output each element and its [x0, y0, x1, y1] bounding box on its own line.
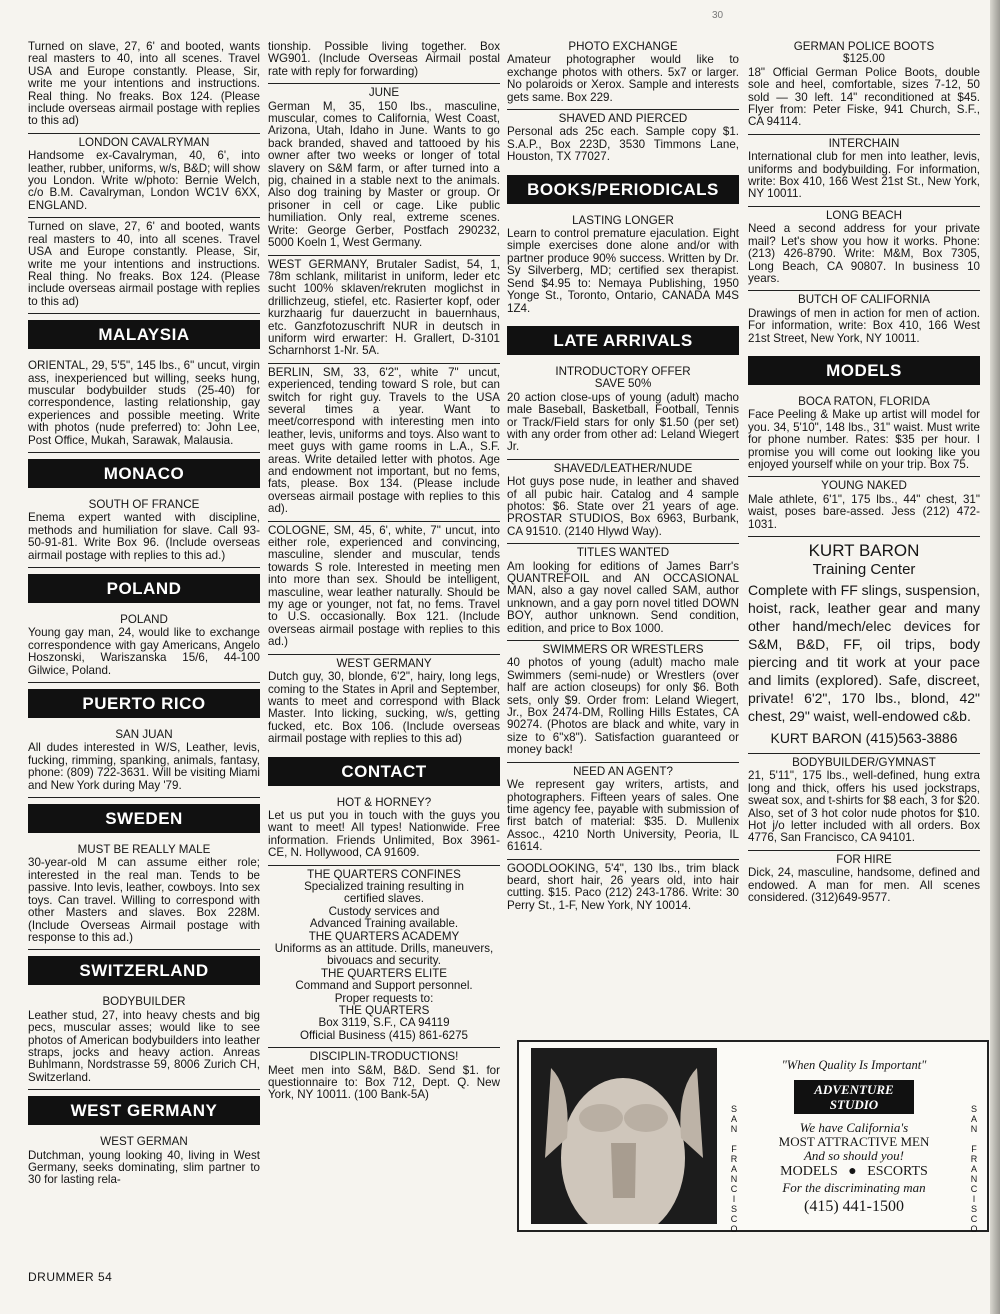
quarters-line: Command and Support personnel.	[295, 979, 473, 993]
side-text-left	[727, 1104, 741, 1234]
classified-ad	[268, 655, 500, 751]
ad-body: tionship. Possible living together. Box WG901. (Include Overseas Airmail postal rate with reply for forwarding)	[268, 40, 500, 78]
quarters-line: Proper requests to:	[334, 991, 434, 1005]
classified-ad	[748, 38, 980, 135]
ad-body: Dutch guy, 30, blonde, 6'2", hairy, long legs, coming to the States in April and September, wants to meet and correspond with Black Master. Into licking, sucking, w/s, getting fucked, etc. Box 106. (Include overseas airmail postage with replies to this ad)	[268, 670, 500, 746]
ad-body: 18" Official German Police Boots, double sole and heel, comfortable, sizes 7-12, 50 sold — 30 left. 14" reconditioned at $45. Flyer from: Peter Fiske, 941 Church, S.F., CA 94114.	[748, 65, 980, 129]
classified-ad	[28, 841, 260, 950]
classified-ad	[748, 291, 980, 350]
section-header: MODELS	[748, 356, 980, 385]
column-4	[748, 38, 980, 909]
ad-heading: WEST GERMAN	[100, 1135, 188, 1149]
classified-ad	[28, 357, 260, 453]
classified-ad	[28, 218, 260, 314]
ad-body: Personal ads 25c each. Sample copy $1. S.A.P., Box 223D, 3530 Timmons Lane, Houston, TX 77027.	[507, 125, 739, 164]
quarters-line: THE QUARTERS ACADEMY	[308, 929, 460, 943]
classified-ad	[748, 135, 980, 207]
classified-ad	[507, 38, 739, 110]
ad-heading: FOR HIRE	[836, 852, 892, 866]
ad-body: 21, 5'11", 175 lbs., well-defined, hung extra long and thick, offers his used jockstraps, sweat sox, and t-shirts for $8 each, 3 for $20. Also, set of 3 hot color nude photos for $10. Hot j/o letter included with all orders. Box 4776, San Francisco, CA 94101.	[748, 769, 980, 845]
ad-heading: PHOTO EXCHANGE	[568, 40, 678, 53]
kurt-phone: KURT BARON (415)563-3886	[770, 730, 958, 746]
ad-heading: HOT & HORNEY?	[336, 795, 432, 809]
promo-line-5: For the discriminating man	[782, 1180, 926, 1195]
classified-ad	[748, 393, 980, 477]
ad-heading: MUST BE REALLY MALE	[77, 843, 211, 857]
kurt-title: KURT BARON	[808, 541, 920, 560]
ad-heading: POLAND	[120, 613, 168, 626]
classified-ad	[507, 763, 739, 860]
ad-body: ORIENTAL, 29, 5'5", 145 lbs., 6" uncut, virgin ass, inexperienced but willing, seeks hung, muscular bodybuilder studs (25-40) for correspondence, lasting relationship, gay experiences and possible meeting. Write with photos (nude preferred) to: John Lee, Post Office, Mukah, Sarawak, Malausia.	[28, 359, 260, 447]
model-photo	[531, 1048, 717, 1224]
classified-ad	[268, 256, 500, 364]
section-header: SWITZERLAND	[28, 956, 260, 985]
column-1	[28, 38, 260, 1192]
ad-heading: SOUTH OF FRANCE	[88, 497, 200, 511]
ad-body: Male athlete, 6'1", 175 lbs., 44" chest, 31" waist, poses bare-assed. Jess (212) 472-1031.	[748, 492, 980, 531]
ad-heading: LASTING LONGER	[572, 213, 674, 227]
ad-body: COLOGNE, SM, 45, 6', white, 7" uncut, into either role, experienced and convincing, masculine, slender and muscular, tends towards S role. Interested in meeting men into more than sex. Should be intelligent, masculine, wear leather naturally. Should be my age or younger, not fat, no fems. Travel to U.S. occasionally. Box 121. (Include overseas airmail postage with replies to this ad.)	[268, 523, 500, 649]
models-label: MODELS	[780, 1164, 838, 1179]
section-header: PUERTO RICO	[28, 689, 260, 718]
quarters-line: Uniforms as an attitude. Drills, maneuvers, bivouacs and security.	[274, 942, 494, 968]
ad-body: Turned on slave, 27, 6' and booted, wants real masters to 40, into all scenes. Travel USA and Europe constantly. Please, Sir, write me your intentions and instructions. Real thing. No freaks. Box 124. (Please include overseas airmail postage with replies to this ad)	[28, 220, 260, 308]
ad-body: 40 photos of young (adult) macho male Swimmers (semi-nude) or Wrestlers (over half are action closeups) for only $6. Both sets, only $9. Order from: Leland Wiegert, Jr., Box 2474-DM, Rolling Hills Estates, CA 90274. (Photos are black and white, vary in size to 6"x8"). Satisfaction guaranteed or money back!	[507, 656, 739, 757]
column-2	[268, 38, 500, 1107]
classified-ad	[507, 110, 739, 169]
page-top-mark: 30	[712, 10, 724, 21]
quarters-line: Specialized training resulting in	[304, 879, 464, 893]
quarters-line: THE QUARTERS	[338, 1004, 430, 1018]
classified-ad	[28, 134, 260, 218]
ad-body: BERLIN, SM, 33, 6'2", white 7" uncut, experienced, tending toward S role, but can switch for right guy. Travels to the USA several times a year. Want to meet/correspond with interesting men into leather, levis, uniforms and toys. Also want to meet guys with game rooms in L.A., S.F. areas. Write detailed letter with photos. Age and endowment not important, but no fems, fats, please. Box 134. (Please include overseas airmail postage with replies to this ad).	[268, 365, 500, 516]
ad-body: International club for men into leather, levis, uniforms and bodybuilding. For information, write: Box 410, 166 West 21st St., New York, NY 10011.	[748, 150, 980, 201]
quarters-line: Advanced Training available.	[309, 917, 459, 931]
ad-body: Need a second address for your private mail? Let's show you how it works. Phone: (213) 426-8790. Write: M&M, Box 7305, Long Beach, CA 90807. In business 10 years.	[748, 222, 980, 285]
classified-ad	[748, 754, 980, 851]
section-header: SWEDEN	[28, 804, 260, 833]
quarters-line: Box 3119, S.F., CA 94119	[318, 1016, 450, 1030]
logo-line-2: STUDIO	[829, 1097, 879, 1112]
classified-ad	[28, 1133, 260, 1192]
classified-ad	[268, 794, 500, 866]
classified-ad	[507, 544, 739, 641]
ad-heading: NEED AN AGENT?	[573, 764, 673, 778]
ad-heading: SWIMMERS OR WRESTLERS	[542, 643, 704, 657]
side-text: S A N F R A N C I S C O	[730, 1104, 738, 1234]
classified-ad	[268, 38, 500, 84]
ad-heading: LONDON CAVALRYMAN	[78, 135, 210, 149]
kurt-body: Complete with FF slings, suspension, hoist, rack, leather gear and many other hand/mech/elec devices for S&M, B&D, FF, oil trips, body piercing and tit work at your pace and limits (explored). Safe, discreet, private! 6'2", 170 lbs., blond, 42" chest, 29" waist, well-endowed c&b.	[748, 582, 980, 724]
classified-ad	[507, 641, 739, 763]
ad-heading: YOUNG NAKED	[821, 479, 907, 493]
ad-body: Learn to control premature ejaculation. Eight simple exercises done alone and/or with partner produce 90% success. Written by Dr. Sy Silverberg, MD; certified sex therapist. Send $4.95 to: Nemaya Publishing, 1950 Yonge St., Toronto, Ontario, CANADA M4S 1Z4.	[507, 227, 739, 315]
column-3	[507, 38, 739, 917]
classified-ad	[268, 522, 500, 655]
quarters-line: Custody services and	[328, 904, 440, 918]
ad-body: GOODLOOKING, 5'4", 130 lbs., trim black beard, short hair, 26 years old, into hair cutting. $15. Paco (212) 243-1786. Write: 30 Perry St., 1-F, New York, NY 10014.	[507, 861, 739, 912]
section-header: LATE ARRIVALS	[507, 326, 739, 355]
ad-body: German M, 35, 150 lbs., masculine, muscular, comes to California, West Coast, Arizona, Utah, Idaho in June. Wants to go back branded, shaved and tattooed by his owner after two weeks or longer of total slavery on S&M farm, or after turned into a pig, chained in a stable next to the animals. Also dog training by Master or group. Or prisoner in cell or cage. Like public humiliation. Only real, extreme scenes. Write: George Gerber, Postfach 290232, 5000 Koeln 1, West Germany.	[268, 99, 500, 250]
ad-heading: LONG BEACH	[825, 208, 903, 222]
ad-heading: JUNE	[368, 86, 400, 100]
promo-line-1: We have California's	[799, 1120, 909, 1135]
ad-heading: INTERCHAIN	[828, 136, 900, 150]
ad-heading: TITLES WANTED	[576, 546, 670, 560]
classified-ad	[748, 851, 980, 910]
classified-ad	[28, 726, 260, 798]
ad-body: WEST GERMANY, Brutaler Sadist, 54, 1, 78m schlank, militarist in uniform, leder etc sucht 100% sklaven/rekruten moglichst in drillichzeug, stiefel, etc. Rasierter kopf, oder kurzhaarig fur dauerzucht in bauernhaus, etc. Ganzfotozuschrift NUR in deutsch in uniform wird erwarter: H. Grallert, D-3101 Scharnhorst 1-Nr. 5A.	[268, 257, 500, 358]
classified-ad	[28, 496, 260, 568]
ad-heading: BOCA RATON, FLORIDA	[798, 394, 930, 408]
ad-body: Amateur photographer would like to exchange photos with others. 5x7 or larger. No polaroids or Xerox. Sample and interests gets same. Box 229.	[507, 53, 739, 104]
ad-body: Hot guys pose nude, in leather and shaved of all pubic hair. Catalog and 4 sample photos: $6. State over 21 years of age. PROSTAR STUDIOS, Box 6963, Burbank, CA 91510. (2140 Hlywd Way).	[507, 475, 739, 538]
adventure-studio-logo	[794, 1080, 914, 1114]
classified-ad	[28, 993, 260, 1090]
classified-ad	[748, 207, 980, 291]
ad-body: Turned on slave, 27, 6' and booted, wants real masters to 40, into all scenes. Travel USA and Europe constantly. Please, Sir, write me your intentions and instructions. Real thing. No freaks. Box 124. (Please include overseas airmail postage with replies to this ad)	[28, 40, 260, 128]
ad-body: Handsome ex-Cavalryman, 40, 6', into leather, rubber, uniforms, w/s, B&D; will show you London. Write w/photo: Bernie Welch, c/o B.M. Cavalryman, London WC1V 6XX, ENGLAND.	[28, 149, 260, 212]
ad-heading: SAN JUAN	[115, 728, 173, 742]
classified-ad	[507, 212, 739, 320]
quarters-ad	[268, 866, 500, 1049]
section-header: MALAYSIA	[28, 320, 260, 349]
ad-body: Dutchman, young looking 40, living in West Germany, seeks dominating, slim partner to 30 for lasting rela-	[28, 1148, 260, 1187]
ad-heading: BODYBUILDER	[102, 995, 186, 1009]
ad-heading: DISCIPLIN-TRODUCTIONS!	[309, 1050, 459, 1064]
ad-heading: WEST GERMANY	[336, 656, 432, 670]
quarters-line: Official Business (415) 861-6275	[300, 1028, 468, 1042]
classified-ad	[28, 611, 260, 683]
classified-ad	[507, 860, 739, 918]
ad-heading: SHAVED/LEATHER/NUDE	[553, 461, 693, 475]
page-edge-shadow	[990, 0, 1000, 1314]
section-header: CONTACT	[268, 757, 500, 786]
side-text: S A N F R A N C I S C O	[970, 1104, 978, 1234]
classified-ad	[748, 477, 980, 537]
ad-body: 20 action close-ups of young (adult) macho male Baseball, Basketball, Football, Tennis or Track/Field stars for only $1.50 (per set) with any order from other ad: Leland Wiegert Jr.	[507, 390, 739, 454]
ad-body: Dick, 24, masculine, handsome, defined and endowed. A man for men. All scenes considered. (312)649-9577.	[748, 866, 980, 905]
quarters-line: THE QUARTERS CONFINES	[307, 867, 461, 881]
page-footer: DRUMMER 54	[28, 1270, 113, 1284]
ad-body: Drawings of men in action for men of action. For information, write: Box 410, 166 West 21st Street, New York, NY 10011.	[748, 306, 980, 345]
kurt-baron-ad	[748, 537, 980, 754]
ad-body: Am looking for editions of James Barr's QUANTREFOIL and AN OCCASIONAL MAN, also a gay novel called SAM, author unknown, and a gay porn novel titled DOWN BOY, author unknown. Send condition, edition, and price to Box 1000.	[507, 559, 739, 635]
quarters-line: THE QUARTERS ELITE	[320, 966, 448, 980]
promo-line-3: And so should you!	[803, 1148, 905, 1163]
promo-quote: "When Quality Is Important"	[781, 1058, 927, 1072]
ad-heading: INTRODUCTORY OFFER SAVE 50%	[555, 364, 691, 391]
ad-heading: GERMAN POLICE BOOTS $125.00	[793, 40, 935, 66]
classified-ad	[28, 38, 260, 134]
ad-heading: SHAVED AND PIERCED	[558, 112, 688, 126]
ad-body: Enema expert wanted with discipline, methods and humiliation for slave. Call 93-50-91-81. Write Box 96. (Include overseas airmail postage with replies to this ad.)	[28, 511, 260, 562]
classified-ad	[507, 363, 739, 460]
ad-body: Meet men into S&M, B&D. Send $1. for questionnaire to: Box 712, Dept. Q. New York, NY 10011. (100 Bank-5A)	[268, 1063, 500, 1102]
classified-ad	[268, 84, 500, 255]
ad-body: All dudes interested in W/S, Leather, levis, fucking, rimming, spanking, animals, fantasy, phone: (809) 722-3631. Will be visiting Miami and New York during May '79.	[28, 741, 260, 792]
classified-ad	[268, 364, 500, 522]
ad-heading: BUTCH OF CALIFORNIA	[797, 293, 931, 307]
section-header: WEST GERMANY	[28, 1096, 260, 1125]
adventure-studio-ad	[517, 1040, 989, 1232]
classified-ad	[268, 1048, 500, 1107]
ad-body: We represent gay writers, artists, and photographers. Fifteen years of sales. One time agency fee, payable with submission of first batch of material: $35. D. Mullenix Assoc., 4210 North University, Peoria, IL 61614.	[507, 778, 739, 854]
kurt-subtitle: Training Center	[812, 561, 916, 578]
promo-line-2: MOST ATTRACTIVE MEN	[778, 1134, 930, 1149]
logo-line-1: ADVENTURE	[814, 1082, 894, 1097]
ad-body: Let us put you in touch with the guys you want to meet! All types! Nationwide. Free information. Friends Unlimited, Box 3961-CE, N. Hollywood, CA 91609.	[268, 808, 500, 860]
ad-body: Leather stud, 27, into heavy chests and big pecs, muscular asses; would like to see photos of American bodybuilders into leather straps, jocks and heavy action. Anreas Buhlmann, Nordstrasse 59, 8006 Zurich CH, Switzerland.	[28, 1008, 260, 1084]
ad-body: 30-year-old M can assume either role; interested in the real man. Tends to be passive. Into levis, leather, cowboys. Into sex toys. Can travel. Willing to correspond with other Masters and slaves. Box 228M. (Include Overseas Airmail postage with response to this ad.)	[28, 856, 260, 944]
section-header: POLAND	[28, 574, 260, 603]
ad-heading: BODYBUILDER/GYMNAST	[792, 756, 936, 769]
promo-line-4	[745, 1164, 963, 1180]
promo-phone: (415) 441-1500	[804, 1198, 904, 1215]
section-header: BOOKS/PERIODICALS	[507, 175, 739, 204]
quarters-line: certified slaves.	[344, 892, 424, 906]
bullet-icon: ●	[841, 1164, 864, 1179]
section-header: MONACO	[28, 459, 260, 488]
escorts-label: ESCORTS	[867, 1164, 928, 1179]
side-text-right	[967, 1104, 981, 1234]
ad-body: Face Peeling & Make up artist will model for you. 34, 5'10", 148 lbs., 31" waist. Must write for phone number. Rates: $35 per hour. I promise you will come out looking like you enjoyed yourself while on your trip. Box 75.	[748, 408, 980, 471]
classified-ad	[507, 460, 739, 544]
ad-body: Young gay man, 24, would like to exchange correspondence with gay Americans, Angelo Hoszonski, Wariszanska 15/6, 44-100 Gilwice, Poland.	[28, 626, 260, 677]
